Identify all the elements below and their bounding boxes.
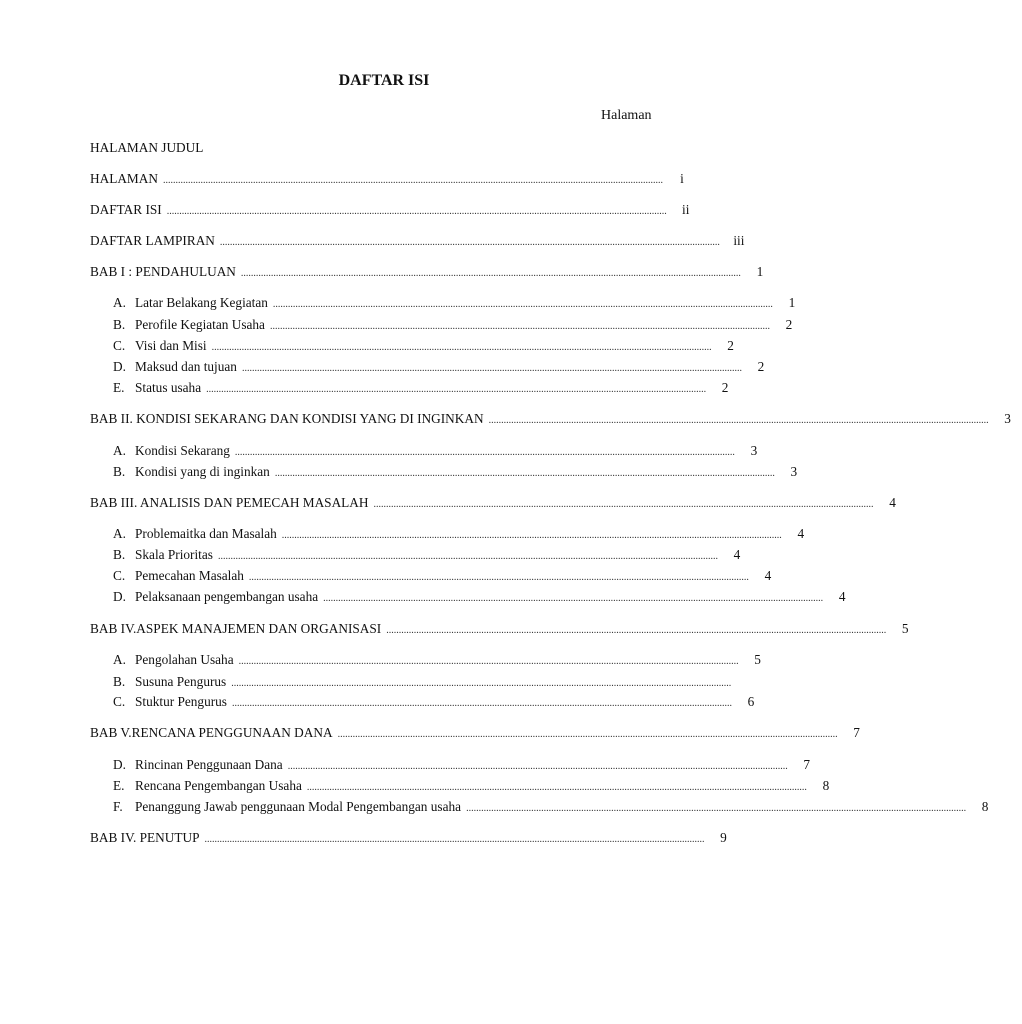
toc-entry-label: Skala Prioritas (135, 547, 213, 562)
toc-entry-page-number: 2 (727, 338, 734, 353)
toc-entry-label: Visi dan Misi (135, 338, 207, 353)
toc-entry-label: DAFTAR ISI (90, 202, 162, 217)
toc-entry-page-number: 6 (747, 694, 755, 709)
toc-entry-page-number: 4 (764, 568, 772, 583)
toc-entry (113, 778, 830, 796)
dot-leader: ........................................................................................................................................................................................................ (323, 593, 824, 604)
toc-entry (113, 464, 798, 482)
toc-entry (113, 694, 755, 712)
toc-entry-label: Status usaha (135, 380, 202, 395)
dot-leader: ........................................................................................................................................................................................................ (234, 447, 735, 458)
toc-entry-label: Latar Belakang Kegiatan (135, 295, 268, 310)
dot-leader: ........................................................................................................................................................................................................ (162, 175, 663, 186)
dot-leader: ........................................................................................................................................................................................................ (269, 321, 770, 332)
toc-entry-page-number: 2 (785, 317, 793, 332)
toc-entry-page-number: 7 (853, 725, 860, 740)
dot-leader: ........................................................................................................................................................................................................ (206, 384, 707, 395)
toc-entry (113, 757, 811, 775)
toc-entry-letter: A. (113, 526, 126, 541)
toc-entry-page-number: 4 (838, 589, 846, 604)
dot-leader: ........................................................................................................................................................................................................ (231, 698, 732, 709)
dot-leader: ........................................................................................................................................................................................................ (231, 678, 732, 689)
toc-entry-label: HALAMAN (90, 171, 158, 186)
toc-entry-label: Rencana Pengembangan Usaha (135, 778, 302, 793)
toc-entry-label: Problemaitka dan Masalah (135, 526, 277, 541)
toc-entry (90, 140, 640, 158)
toc-entry-letter: A. (113, 443, 126, 458)
toc-entry-letter: C. (113, 694, 126, 709)
toc-entry (90, 830, 727, 848)
toc-entry (113, 674, 732, 692)
toc-entry-page-number: 1 (756, 264, 764, 279)
toc-entry-label: BAB III. ANALISIS DAN PEMECAH MASALAH (90, 495, 369, 510)
toc-entry-letter: D. (113, 589, 126, 604)
toc-entry-label: BAB I : PENDAHULUAN (90, 264, 236, 279)
toc-entry (90, 725, 860, 743)
dot-leader: ........................................................................................................................................................................................................ (248, 572, 749, 583)
dot-leader: ........................................................................................................................................................................................................ (306, 782, 807, 793)
toc-entry-page-number: 2 (757, 359, 765, 374)
toc-entry-letter: D. (113, 359, 126, 374)
toc-entry (113, 799, 989, 817)
toc-entry-label: Perofile Kegiatan Usaha (135, 317, 265, 332)
toc-entry-page-number: iii (733, 233, 745, 248)
toc-entry (90, 264, 764, 282)
toc-entry-label: BAB II. KONDISI SEKARANG DAN KONDISI YANG DI INGINKAN (90, 411, 484, 426)
toc-entry-page-number: 3 (750, 443, 758, 458)
toc-entry-letter: D. (113, 757, 126, 772)
toc-entry-label: Kondisi yang di inginkan (135, 464, 270, 479)
dot-leader: ........................................................................................................................................................................................................ (337, 729, 838, 740)
toc-entry (90, 411, 1011, 429)
toc-entry (113, 568, 772, 586)
dot-leader: ........................................................................................................................................................................................................ (238, 656, 739, 667)
toc-entry (113, 589, 846, 607)
dot-leader: ........................................................................................................................................................................................................ (219, 237, 720, 248)
toc-entry-label: Pelaksanaan pengembangan usaha (135, 589, 319, 604)
toc-entry-label: BAB IV.ASPEK MANAJEMEN DAN ORGANISASI (90, 621, 382, 636)
toc-entry-page-number: 3 (790, 464, 798, 479)
toc-entry-letter: E. (113, 380, 125, 395)
toc-entry (113, 443, 758, 461)
dot-leader: ........................................................................................................................................................................................................ (287, 761, 788, 772)
toc-entry-page-number: 5 (901, 621, 909, 636)
toc-entry-label: Rincinan Penggunaan Dana (135, 757, 283, 772)
toc-entry-letter: C. (113, 338, 126, 353)
toc-entry-label: Stuktur Pengurus (135, 694, 227, 709)
toc-entry-label: Susuna Pengurus (135, 674, 227, 689)
toc-entry-label: Penanggung Jawab penggunaan Modal Pengembangan usaha (135, 799, 462, 814)
toc-entry (113, 380, 729, 398)
toc-entry (90, 171, 684, 189)
toc-entry-page-number: 9 (720, 830, 727, 845)
page-column-header: Halaman (601, 108, 652, 123)
toc-entry-letter: A. (113, 652, 126, 667)
toc-entry (113, 295, 796, 313)
toc-entry-letter: C. (113, 568, 126, 583)
dot-leader: ........................................................................................................................................................................................................ (274, 468, 775, 479)
toc-entry-page-number: 1 (788, 295, 796, 310)
toc-entry-page-number: 8 (822, 778, 830, 793)
toc-entry-letter: A. (113, 295, 126, 310)
toc-entry-page-number: 2 (721, 380, 729, 395)
toc-entry-letter: E. (113, 778, 125, 793)
dot-leader: ........................................................................................................................................................................................................ (217, 551, 718, 562)
dot-leader: ........................................................................................................................................................................................................ (166, 206, 667, 217)
toc-entry (113, 317, 793, 335)
toc-entry-letter: B. (113, 547, 126, 562)
toc-entry-label: Pemecahan Masalah (135, 568, 244, 583)
dot-leader: ........................................................................................................................................................................................................ (204, 834, 705, 845)
toc-entry-page-number: i (680, 171, 684, 186)
toc-entry-page-number: 7 (803, 757, 811, 772)
toc-entry (90, 495, 896, 513)
toc-entry-letter: B. (113, 317, 126, 332)
toc-entry-page-number: 4 (889, 495, 896, 510)
toc-entry (90, 621, 909, 639)
toc-entry (90, 202, 690, 220)
toc-entry-label: Pengolahan Usaha (135, 652, 234, 667)
toc-entry-page-number: 4 (797, 526, 805, 541)
dot-leader: ........................................................................................................................................................................................................ (466, 803, 967, 814)
toc-entry-page-number: 3 (1004, 411, 1011, 426)
toc-entry (113, 652, 761, 670)
toc-entry-label: Kondisi Sekarang (135, 443, 230, 458)
toc-entry-page-number: 8 (981, 799, 989, 814)
toc-entry-label: BAB IV. PENUTUP (90, 830, 200, 845)
toc-entry-page-number: ii (682, 202, 690, 217)
toc-entry-page-number: 5 (754, 652, 761, 667)
dot-leader: ........................................................................................................................................................................................................ (211, 342, 712, 353)
toc-entry-label: DAFTAR LAMPIRAN (90, 233, 215, 248)
toc-entry-label: BAB V.RENCANA PENGGUNAAN DANA (90, 725, 333, 740)
toc-entry-label: Maksud dan tujuan (135, 359, 237, 374)
toc-entry (113, 526, 805, 544)
dot-leader: ........................................................................................................................................................................................................ (240, 268, 741, 279)
toc-entry-label: HALAMAN JUDUL (90, 140, 204, 155)
toc-entry-letter: B. (113, 674, 126, 689)
toc-entry (90, 233, 745, 251)
toc-entry (113, 359, 765, 377)
dot-leader: ........................................................................................................................................................................................................ (241, 363, 742, 374)
dot-leader: ........................................................................................................................................................................................................ (281, 530, 782, 541)
dot-leader: ........................................................................................................................................................................................................ (272, 299, 773, 310)
toc-entry-page-number: 4 (733, 547, 741, 562)
toc-entry (113, 338, 734, 356)
dot-leader: ........................................................................................................................................................................................................ (386, 625, 887, 636)
toc-entry (113, 547, 741, 565)
toc-entry-letter: B. (113, 464, 126, 479)
dot-leader: ........................................................................................................................................................................................................ (488, 415, 989, 426)
dot-leader: ........................................................................................................................................................................................................ (373, 499, 874, 510)
toc-entry-letter: F. (113, 799, 123, 814)
document-title: DAFTAR ISI (338, 72, 430, 89)
